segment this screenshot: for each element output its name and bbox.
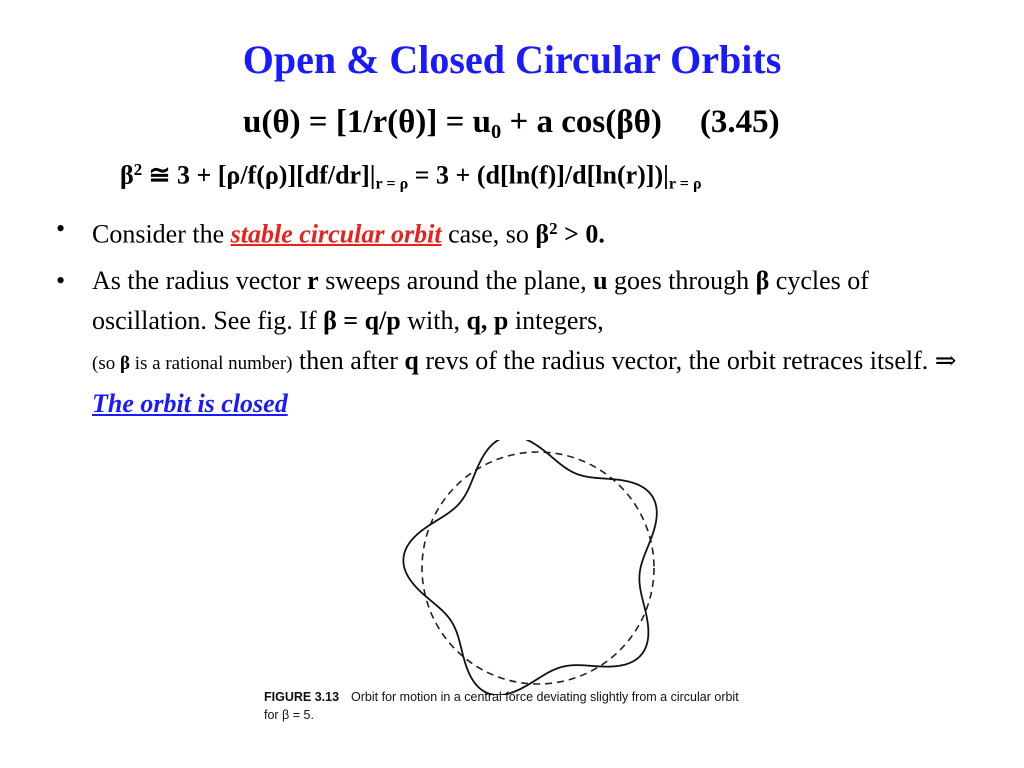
text: Consider the (92, 219, 231, 249)
beta-ratio: β = q/p (323, 306, 401, 335)
caption-line1: Orbit for motion in a central force deviating slightly from a circular orbit (351, 690, 739, 704)
small-text: (so (92, 353, 120, 374)
bullet-marker: • (56, 214, 66, 243)
qp-symbols: q, p (466, 306, 509, 335)
eq2-beta: β (120, 160, 134, 190)
stable-circular-orbit-link[interactable]: stable circular orbit (230, 219, 442, 249)
beta-symbol: β (755, 266, 770, 295)
eq1-rhs: + a cos(βθ) (501, 104, 662, 140)
orbit-closed-link[interactable]: The orbit is closed (92, 389, 288, 418)
text: As the radius vector (92, 266, 308, 295)
text: sweeps around the plane, (318, 266, 594, 295)
text: revs of the radius vector, the orbit retraces itself. (418, 346, 935, 375)
equation-number: (3.45) (699, 104, 780, 140)
bullet-closed-orbit (92, 261, 972, 424)
text: case, so (441, 219, 536, 249)
bullet-stable-orbit (92, 209, 972, 254)
small-beta: β (119, 353, 130, 374)
r-vector: r (307, 266, 319, 295)
figure-caption (264, 688, 824, 724)
condition: > 0. (557, 219, 605, 249)
eq2-sub1: r = ρ (375, 175, 409, 193)
reference-circle (422, 452, 654, 684)
implies-arrow: ⇒ (934, 346, 957, 375)
eq2-sub2: r = ρ (668, 175, 702, 193)
orbit-curve (403, 440, 656, 695)
eq2-sup: 2 (133, 160, 143, 179)
figure-label: FIGURE 3.13 (264, 690, 340, 704)
eq1-lhs: u(θ) = [1/r(θ)] = u (243, 104, 492, 140)
bullet-marker: • (56, 266, 66, 295)
text: integers, (508, 306, 604, 335)
text: cycles of oscillation. See fig. If (92, 266, 869, 335)
slide-title: Open & Closed Circular Orbits (242, 37, 782, 82)
eq1-subscript: 0 (491, 121, 502, 144)
text: with, (400, 306, 467, 335)
orbit-equation (243, 104, 780, 144)
eq2-part1: ≅ 3 + [ρ/f(ρ)][df/dr]| (142, 160, 376, 190)
beta-equation (120, 160, 702, 193)
text: goes through (607, 266, 756, 295)
text: then after (292, 346, 405, 375)
q-symbol: q (404, 346, 419, 375)
u-symbol: u (593, 266, 608, 295)
eq2-part2: = 3 + (d[ln(f)]/d[ln(r)])| (408, 160, 669, 190)
caption-line2: for β = 5. (264, 708, 314, 722)
beta-symbol: β (535, 219, 550, 249)
orbit-figure (395, 440, 685, 695)
small-text: is a rational number) (130, 353, 293, 374)
beta-sup: 2 (549, 219, 558, 238)
